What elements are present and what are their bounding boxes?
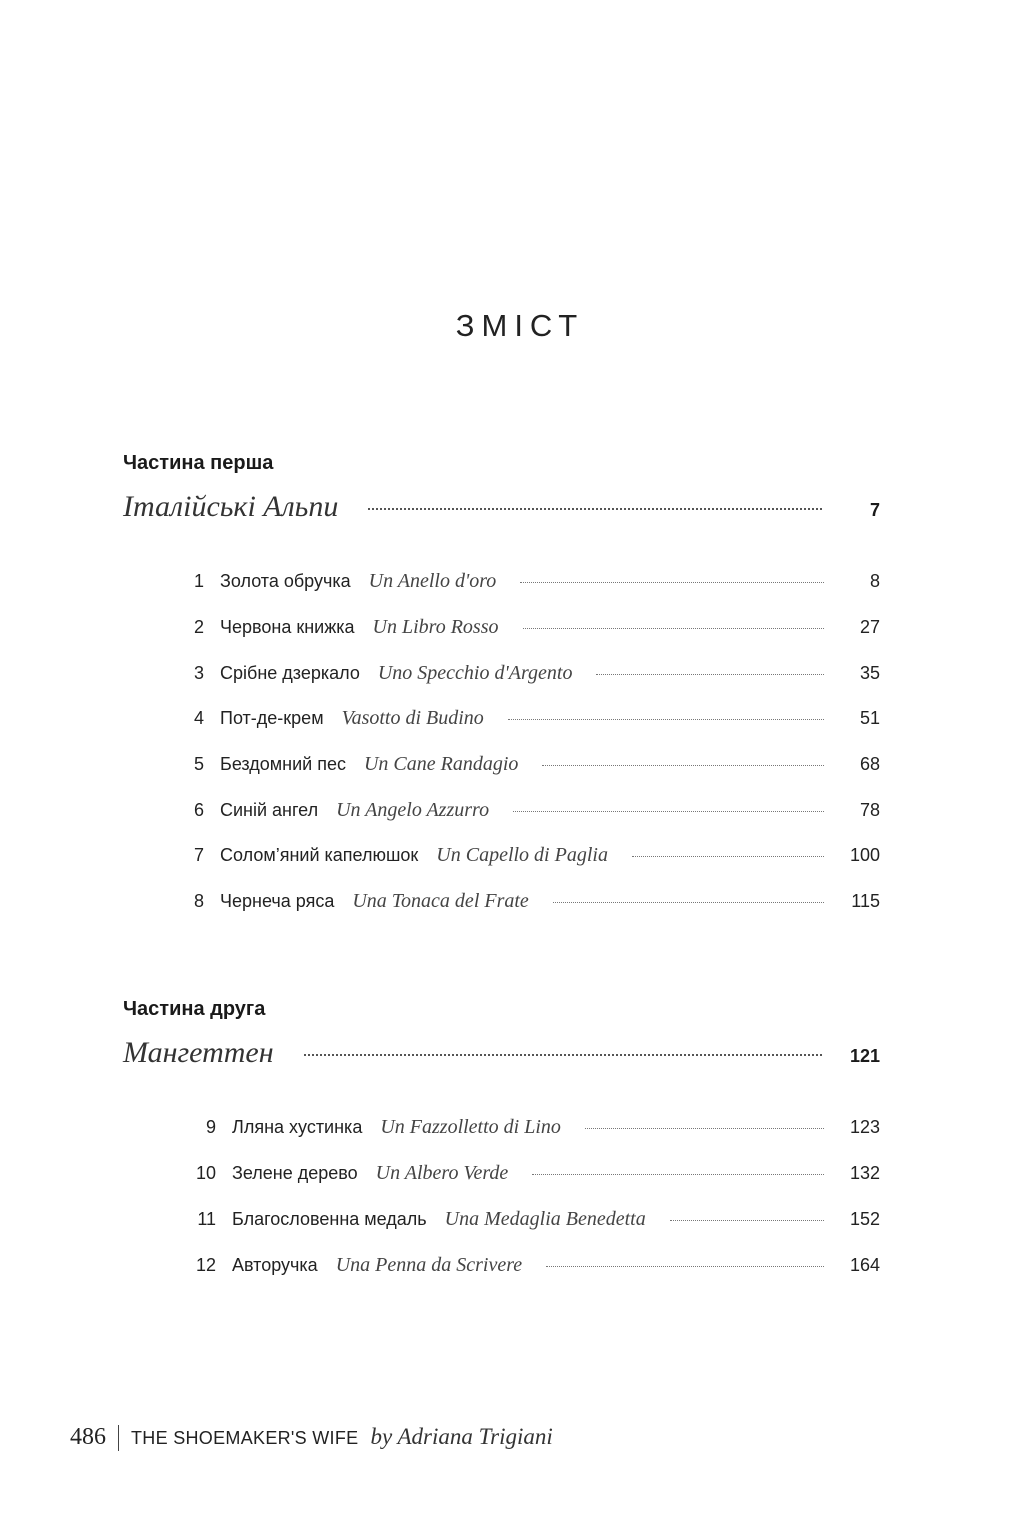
part-page-number: 7 bbox=[869, 500, 880, 520]
chapter-number: 4 bbox=[193, 708, 204, 728]
chapter-number: 9 bbox=[205, 1117, 216, 1137]
chapter-page-number: 132 bbox=[849, 1163, 880, 1183]
dot-leader bbox=[553, 901, 824, 903]
footer-divider bbox=[118, 1425, 119, 1451]
chapter-number: 5 bbox=[193, 754, 204, 774]
chapter-entry[interactable] bbox=[184, 707, 880, 737]
chapter-entry[interactable] bbox=[184, 616, 880, 646]
chapter-title-it: Un Albero Verde bbox=[375, 1162, 509, 1184]
chapter-number: 3 bbox=[193, 663, 204, 683]
chapter-page-number: 27 bbox=[859, 617, 880, 637]
chapter-number: 12 bbox=[195, 1255, 216, 1275]
part-page-number: 121 bbox=[849, 1046, 880, 1066]
chapter-title-ua: Авторучка bbox=[232, 1255, 318, 1275]
dot-leader bbox=[632, 855, 824, 857]
chapter-title-ua: Пот-де-крем bbox=[220, 708, 324, 728]
chapter-title-ua: Золота обручка bbox=[220, 571, 351, 591]
dot-leader bbox=[520, 581, 824, 583]
part-name: Мангеттен bbox=[123, 1036, 274, 1069]
chapter-entry[interactable] bbox=[184, 1254, 880, 1284]
footer-byline: by Adriana Trigiani bbox=[370, 1424, 553, 1449]
dot-leader bbox=[513, 810, 824, 812]
chapter-entry[interactable] bbox=[184, 890, 880, 920]
chapter-title-it: Una Penna da Scrivere bbox=[335, 1254, 523, 1276]
chapter-entry[interactable] bbox=[184, 1116, 880, 1146]
chapter-title-it: Uno Specchio d'Argento bbox=[377, 662, 573, 684]
chapter-title-ua: Срібне дзеркало bbox=[220, 663, 360, 683]
chapter-title-it: Un Anello d'oro bbox=[368, 570, 497, 592]
chapter-page-number: 152 bbox=[849, 1209, 880, 1229]
chapter-number: 8 bbox=[193, 891, 204, 911]
page-title: ЗМІСТ bbox=[455, 308, 585, 343]
chapter-page-number: 115 bbox=[851, 891, 880, 911]
part-entry[interactable] bbox=[123, 490, 880, 530]
chapter-title-it: Un Libro Rosso bbox=[372, 616, 499, 638]
dot-leader bbox=[585, 1127, 824, 1129]
chapter-entry[interactable] bbox=[184, 570, 880, 600]
dot-leader bbox=[532, 1173, 824, 1175]
part-entry[interactable] bbox=[123, 1036, 880, 1076]
chapter-entry[interactable] bbox=[184, 1208, 880, 1238]
chapter-page-number: 78 bbox=[859, 800, 880, 820]
chapter-number: 6 bbox=[193, 800, 204, 820]
part-name: Італійські Альпи bbox=[123, 490, 339, 523]
chapter-title-ua: Синій ангел bbox=[220, 800, 319, 820]
chapter-entry[interactable] bbox=[184, 844, 880, 874]
chapter-entry[interactable] bbox=[184, 799, 880, 829]
chapter-number: 7 bbox=[193, 845, 204, 865]
chapter-title-ua: Лляна хустинка bbox=[232, 1117, 363, 1137]
chapter-page-number: 123 bbox=[849, 1117, 880, 1137]
dot-leader bbox=[508, 718, 824, 720]
chapter-page-number: 100 bbox=[849, 845, 880, 865]
chapter-title-it: Un Angelo Azzurro bbox=[336, 799, 490, 821]
chapter-page-number: 35 bbox=[859, 663, 880, 683]
part-label: Частина друга bbox=[123, 998, 266, 1020]
dot-leader bbox=[546, 1265, 824, 1267]
footer-book-title: THE SHOEMAKER'S WIFE bbox=[131, 1428, 359, 1448]
chapter-title-ua: Благословенна медаль bbox=[232, 1209, 427, 1229]
chapter-title-it: Vasotto di Budino bbox=[341, 707, 484, 729]
chapter-title-it: Una Tonaca del Frate bbox=[352, 890, 529, 912]
chapter-page-number: 51 bbox=[859, 708, 880, 728]
chapter-page-number: 68 bbox=[859, 754, 880, 774]
chapter-entry[interactable] bbox=[184, 753, 880, 783]
chapter-title-ua: Зелене дерево bbox=[232, 1163, 358, 1183]
footer-page-number: 486 bbox=[70, 1424, 106, 1450]
chapter-title-ua: Чернеча ряса bbox=[220, 891, 335, 911]
chapter-number: 2 bbox=[193, 617, 204, 637]
dot-leader bbox=[542, 764, 824, 766]
chapter-title-ua: Червона книжка bbox=[220, 617, 355, 637]
chapter-title-ua: Бездомний пес bbox=[220, 754, 346, 774]
chapter-page-number: 8 bbox=[869, 571, 880, 591]
dot-leader bbox=[368, 507, 822, 510]
chapter-entry[interactable] bbox=[184, 662, 880, 692]
chapter-number: 11 bbox=[197, 1209, 216, 1229]
chapter-title-it: Una Medaglia Benedetta bbox=[444, 1208, 646, 1230]
chapter-number: 10 bbox=[195, 1163, 216, 1183]
chapter-title-it: Un Capello di Paglia bbox=[436, 844, 608, 866]
chapter-title-it: Un Cane Randagio bbox=[363, 753, 519, 775]
dot-leader bbox=[304, 1053, 822, 1056]
dot-leader bbox=[670, 1219, 824, 1221]
chapter-entry[interactable] bbox=[184, 1162, 880, 1192]
part-label: Частина перша bbox=[123, 452, 274, 474]
page-footer bbox=[70, 1424, 553, 1451]
chapter-title-ua: Солом’яний капелюшок bbox=[220, 845, 419, 865]
dot-leader bbox=[523, 627, 825, 629]
chapter-page-number: 164 bbox=[849, 1255, 880, 1275]
dot-leader bbox=[596, 673, 824, 675]
chapter-number: 1 bbox=[193, 571, 204, 591]
chapter-title-it: Un Fazzolletto di Lino bbox=[380, 1116, 561, 1138]
